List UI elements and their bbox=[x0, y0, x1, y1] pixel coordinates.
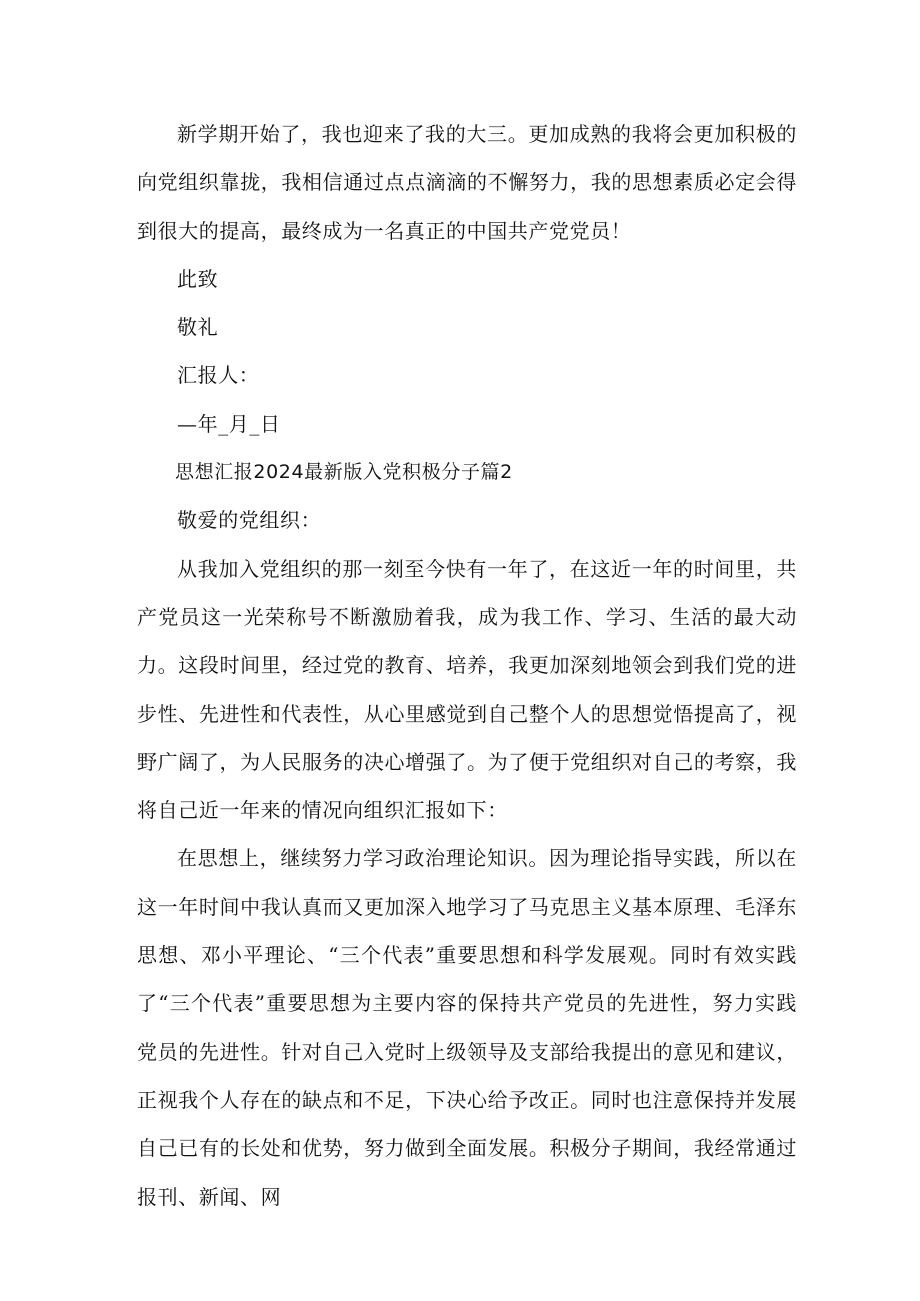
section-title: 思想汇报2024最新版入党积极分子篇2 bbox=[175, 461, 513, 484]
paragraph-thought: 在思想上，继续努力学习政治理论知识。因为理论指导实践，所以在这一年时间中我认真而又更加深入地学习了马克思主义基本原理、毛泽东思想、邓小平理论、“三个代表”重要思想和科学发展观。同时有效实践了“三个代表”重要思想为主要内容的保持共产党员的先进性，努力实践党员的先进性。针对自己入党时上级领导及支部给我提出的意见和建议，正视我个人存在的缺点和不足，下决心给予改正。同时也注意保持并发展自己已有的长处和优势，努力做到全面发展。积极分子期间，我经常通过报刊、新闻、网 bbox=[137, 846, 797, 1209]
greeting: 敬爱的党组织： bbox=[177, 508, 322, 533]
closing-salutation: 此致 bbox=[177, 266, 219, 291]
paragraph-one-year: 从我加入党组织的那一刻至今快有一年了，在这近一年的时间里，共产党员这一光荣称号不断激励着我，成为我工作、学习、生活的最大动力。这段时间里，经过党的教育、培养，我更加深刻地领会到我们党的进步性、先进性和代表性，从心里感觉到自己整个人的思想觉悟提高了，视野广阔了，为人民服务的决心增强了。为了便于党组织对自己的考察，我将自己近一年来的情况向组织汇报如下： bbox=[137, 556, 797, 823]
closing-respect: 敬礼 bbox=[177, 315, 219, 340]
paragraph-new-semester: 新学期开始了，我也迎来了我的大三。更加成熟的我将会更加积极的向党组织靠拢，我相信通过点点滴滴的不懈努力，我的思想素质必定会得到很大的提高，最终成为一名真正的中国共产党党员！ bbox=[137, 122, 797, 243]
reporter-label: 汇报人： bbox=[177, 363, 260, 388]
document-body bbox=[137, 110, 797, 1221]
date-line: —年_月_日 bbox=[177, 411, 281, 436]
